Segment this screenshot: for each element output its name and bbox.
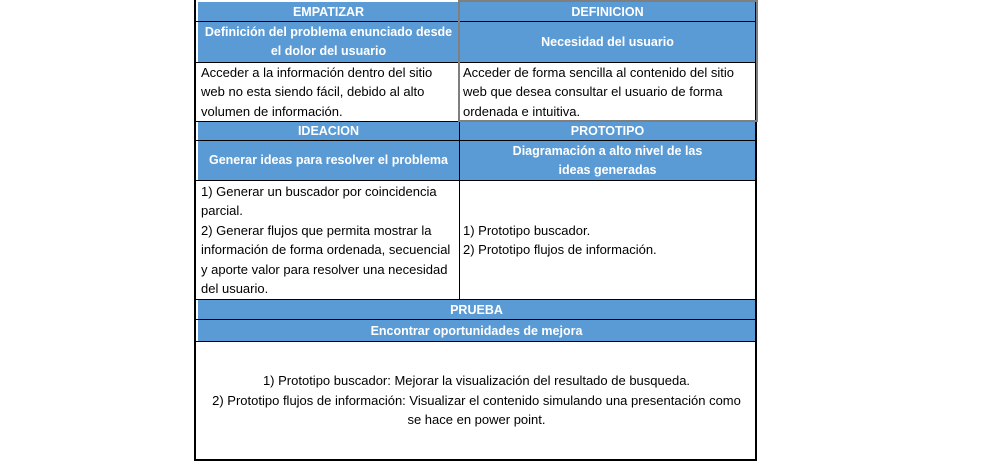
prototipo-subheader[interactable]: Diagramación a alto nivel de las ideas generadas — [460, 141, 755, 180]
ideacion-body[interactable] — [198, 181, 459, 299]
ideacion-subheader[interactable]: Generar ideas para resolver el problema — [198, 141, 459, 180]
ideacion-header[interactable]: IDEACION — [198, 122, 459, 140]
prototipo-item: 2) Prototipo flujos de información. — [463, 242, 657, 257]
definicion-body-text: Acceder de forma sencilla al contenido del sitio web que desea consultar el usuario de forma ordenada e intuitiva. — [463, 64, 734, 119]
definicion-subheader[interactable]: Necesidad del usuario — [460, 22, 755, 62]
grid-line — [196, 140, 755, 141]
empatizar-body-text: Acceder a la información dentro del sitio web no esta siendo fácil, debido al alto volumen de información. — [201, 64, 433, 119]
prototipo-header[interactable]: PROTOTIPO — [460, 122, 755, 140]
ideacion-item: 1) Generar un buscador por coincidencia parcial. — [201, 183, 437, 218]
prototipo-item: 1) Prototipo buscador. — [463, 222, 591, 238]
prueba-header[interactable]: PRUEBA — [198, 300, 755, 319]
empatizar-subheader[interactable]: Definición del problema enunciado desde el dolor del usuario — [198, 22, 459, 62]
grid-line — [196, 319, 755, 320]
prototipo-body[interactable] — [460, 181, 755, 299]
grid-line — [196, 299, 755, 300]
definicion-header[interactable]: DEFINICION — [460, 2, 755, 21]
design-thinking-table — [194, 0, 757, 461]
empatizar-header[interactable]: EMPATIZAR — [198, 2, 459, 21]
prueba-subheader[interactable]: Encontrar oportunidades de mejora — [198, 320, 755, 341]
prueba-item: 1) Prototipo buscador: Mejorar la visualización del resultado de busqueda. — [262, 373, 691, 389]
empatizar-body[interactable] — [198, 63, 459, 121]
cell-selection-outline — [458, 0, 758, 122]
prueba-item: 2) Prototipo flujos de información: Visualizar el contenido simulando una presentación como se hace en power point. — [212, 392, 741, 428]
grid-line — [196, 341, 755, 342]
prueba-body[interactable] — [198, 342, 755, 459]
ideacion-item: 2) Generar flujos que permita mostrar la información de forma ordenada, secuencial y aporte valor para resolver una necesidad del usuario. — [201, 222, 451, 296]
grid-line — [196, 180, 755, 181]
